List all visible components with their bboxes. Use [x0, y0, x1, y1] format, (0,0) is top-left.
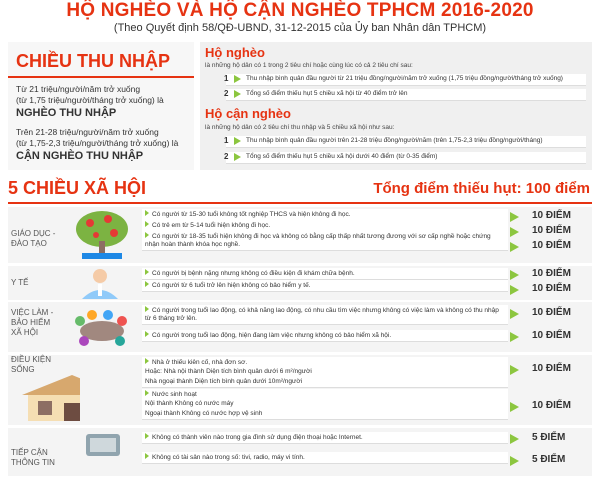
income-p2a: Trên 21-28 triệu/người/năm trở xuống	[16, 127, 159, 137]
list-item: Nhà ở thiếu kiên cố, nhà đơn sơ.	[142, 357, 508, 369]
poor-c2-number: 2	[224, 89, 229, 98]
arrow-icon	[510, 402, 519, 412]
arrow-icon	[234, 75, 241, 83]
dimension-label: TIẾP CẬN THÔNG TIN	[11, 448, 55, 467]
nearpoor-c2-number: 2	[224, 152, 229, 161]
list-item: Nội thành Không có nước máy	[142, 399, 508, 409]
bullet-icon	[145, 433, 149, 439]
dimension-information-access: TIẾP CẬN THÔNG TIN Không có thành viên nào trong gia đình sử dụng điện thoại hoặc Internet. Không có tài sản nào trong số: tivi, radio, máy vi tính. 5 ĐIỂM 5 ĐIỂM	[8, 428, 592, 476]
bullet-icon	[145, 331, 149, 337]
meeting-icon	[68, 305, 136, 349]
list-item: Nước sinh hoạt	[142, 389, 508, 400]
nearpoor-c1-number: 1	[224, 136, 229, 145]
doctor-icon	[68, 267, 136, 299]
bullet-icon	[145, 210, 149, 216]
dimension-label: Y TẾ	[11, 278, 29, 287]
arrow-icon	[510, 242, 519, 252]
poor-criterion-1	[226, 74, 586, 86]
bullet-icon	[145, 221, 149, 227]
page-title: HỘ NGHÈO VÀ HỘ CẬN NGHÈO TPHCM 2016-2020	[66, 0, 534, 21]
poor-c1-number: 1	[224, 74, 229, 83]
arrow-icon	[234, 153, 241, 161]
dimension-label: VIỆC LÀM - BẢO HIỂM XÃ HỘI	[11, 308, 54, 337]
list-item: Có trẻ em từ 5-14 tuổi hiện không đi học.	[142, 220, 508, 232]
books-icon	[68, 209, 136, 261]
definitions-panel	[200, 42, 592, 170]
bullet-icon	[145, 232, 149, 238]
list-item: Có người từ 6 tuổi trở lên hiện không có bảo hiểm y tế.	[142, 280, 508, 292]
list-item: Ngoại thành Không có nước hợp vệ sinh	[142, 409, 508, 420]
bullet-icon	[145, 358, 149, 364]
income-p1b: (từ 1,75 triệu/người/tháng trở xuống) là	[16, 95, 164, 105]
arrow-icon	[510, 456, 519, 466]
nearpoor-intro: là những hộ dân có 2 tiêu chí thu nhập và 5 chiều xã hội như sau:	[205, 124, 395, 131]
income-heading: CHIỀU THU NHẬP	[16, 51, 171, 71]
list-item: Có người trong tuổi lao động, có khả năng lao động, có nhu cầu tìm việc nhưng không có việc làm và không có thu nhập từ 6 tháng trở lên.	[142, 305, 508, 325]
poor-c2-text: Tổng số điểm thiếu hụt 5 chiều xã hội từ 40 điểm trở lên	[246, 90, 408, 97]
house-icon	[12, 373, 80, 423]
arrow-icon	[510, 227, 519, 237]
bullet-icon	[145, 306, 149, 312]
poor-heading: Hộ nghèo	[205, 45, 265, 60]
dimension-living-conditions: ĐIỀU KIỆN SỐNG Nhà ở thiếu kiên cố, nhà đơn sơ. Hoặc: Nhà nội thành Diện tích bình quân dưới 6 m²/người Nhà ngoại thành Diện tích bình quân dưới 10m²/người Nước sinh hoạt Nội thành Không có nước máy Ngoại thành Không có nước hợp vệ sinh 10 ĐIỂM 10 ĐIỂM	[8, 355, 592, 425]
income-p1c: NGHÈO THU NHẬP	[16, 107, 117, 119]
tv-icon	[68, 430, 136, 460]
nearpoor-c2-text: Tổng số điểm thiếu hụt 5 chiều xã hội dưới 40 điểm (từ 0-35 điểm)	[246, 153, 438, 160]
nearpoor-c1-text: Thu nhập bình quân đầu người trên 21-28 triệu đồng/người/năm (trên 1,75-2,3 triệu đồng/người/tháng)	[246, 137, 543, 144]
list-item: Có người bị bệnh nặng nhưng không có điều kiện đi khám chữa bệnh.	[142, 268, 508, 280]
list-item: Có người trong tuổi lao động, hiện đang làm việc nhưng không có bảo hiểm xã hội.	[142, 330, 508, 342]
page-subtitle: (Theo Quyết định 58/QĐ-UBND, 31-12-2015 của Ủy ban Nhân dân TPHCM)	[113, 22, 487, 34]
list-item: Không có tài sản nào trong số: tivi, radio, máy vi tính.	[142, 452, 508, 464]
list-item: Hoặc: Nhà nội thành Diện tích bình quân dưới 6 m²/người	[142, 367, 508, 377]
poor-criterion-2	[226, 89, 586, 101]
nearpoor-criterion-2	[226, 152, 586, 164]
nearpoor-heading: Hộ cận nghèo	[205, 106, 291, 121]
poor-c1-text: Thu nhập bình quân đầu người từ 21 triệu đồng/người/năm trở xuống (1,75 triệu đồng/người/tháng trở xuống)	[246, 75, 563, 82]
total-score: Tổng điểm thiếu hụt: 100 điểm	[373, 180, 590, 197]
list-item: Có người từ 15-30 tuổi không tốt nghiệp THCS và hiện không đi học.	[142, 209, 508, 221]
bullet-icon	[145, 390, 149, 396]
arrow-icon	[510, 285, 519, 295]
arrow-icon	[510, 212, 519, 222]
arrow-icon	[510, 365, 519, 375]
list-item: Có người từ 18-35 tuổi hiện không đi học và không có bằng cấp thấp nhất tương đương với sơ cấp nghề hoặc chứng nhận hoàn thành khóa học nghề.	[142, 231, 508, 251]
dimension-health: Y TẾ Có người bị bệnh nặng nhưng không có điều kiện đi khám chữa bệnh. Có người từ 6 tuổi trở lên hiện không có bảo hiểm y tế. 10 ĐIỂM 10 ĐIỂM	[8, 266, 592, 300]
dimension-label: ĐIỀU KIỆN SỐNG	[11, 355, 52, 374]
arrow-icon	[510, 309, 519, 319]
income-panel	[8, 42, 194, 170]
arrow-icon	[510, 434, 519, 444]
poor-intro: là những hộ dân có 1 trong 2 tiêu chí hoặc cùng lúc có cả 2 tiêu chí sau:	[205, 62, 413, 69]
arrow-icon	[234, 90, 241, 98]
arrow-icon	[510, 270, 519, 280]
income-p1a: Từ 21 triệu/người/năm trở xuống	[16, 84, 141, 94]
arrow-icon	[234, 137, 241, 145]
list-item: Không có thành viên nào trong gia đình sử dụng điện thoại hoặc Internet.	[142, 432, 508, 444]
dimension-label: GIÁO DỤC - ĐÀO TẠO	[11, 229, 56, 248]
bullet-icon	[145, 281, 149, 287]
income-p2c: CẬN NGHÈO THU NHẬP	[16, 150, 144, 162]
arrow-icon	[510, 332, 519, 342]
bullet-icon	[145, 453, 149, 459]
dimension-employment: VIỆC LÀM - BẢO HIỂM XÃ HỘI Có người trong tuổi lao động, có khả năng lao động, có nhu cầu tìm việc nhưng không có việc làm và không có thu nhập từ 6 tháng trở lên. Có người trong tuổi lao động, hiện đang làm việc nhưng không có bảo hiểm xã hội. 10 ĐIỂM 10 ĐIỂM	[8, 302, 592, 352]
bullet-icon	[145, 269, 149, 275]
income-underline	[8, 76, 194, 78]
dimension-education: GIÁO DỤC - ĐÀO TẠO Có người từ 15-30 tuổi không tốt nghiệp THCS và hiện không đi học. Có trẻ em từ 5-14 tuổi hiện không đi học. Có người từ 18-35 tuổi hiện không đi học và không có bằng cấp thấp nhất tương đương với sơ cấp nghề hoặc chứng nhận hoàn thành khóa học nghề. 10 ĐIỂM 10 ĐIỂM 10 ĐIỂM	[8, 207, 592, 263]
social-heading: 5 CHIỀU XÃ HỘI	[8, 178, 147, 198]
income-p2b: (từ 1,75-2,3 triệu/người/tháng trở xuống) là	[16, 138, 179, 148]
list-item: Nhà ngoại thành Diện tích bình quân dưới 10m²/người	[142, 377, 508, 388]
social-underline	[8, 202, 592, 204]
nearpoor-criterion-1	[226, 136, 586, 148]
